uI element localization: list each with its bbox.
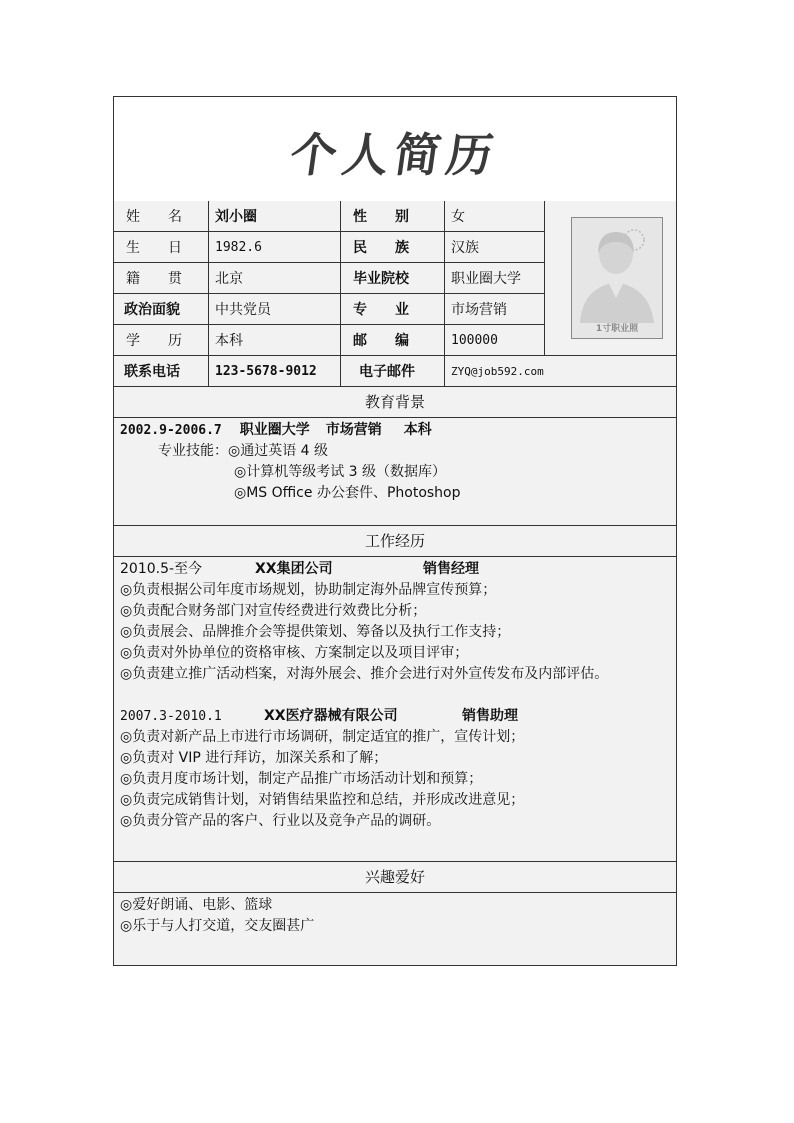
resume-frame [113,96,677,966]
skills-label: 专业技能： [158,443,228,459]
school-label: 毕业院校 [341,263,445,294]
photo-caption: 1寸职业照 [595,324,639,334]
zip-label: 邮 编 [341,325,445,356]
job-duty: ◎负责分管产品的客户、行业以及竞争产品的调研。 [120,813,441,829]
skill-item: ◎计算机等级考试 3 级（数据库） [234,464,447,480]
job-period: 2010.5-至今 [120,561,203,577]
skill-item: ◎MS Office 办公套件、Photoshop [234,485,461,501]
ethnic-value: 汉族 [445,232,545,263]
name-label-text: 姓 名 [126,209,182,225]
job-duty: ◎负责月度市场计划，制定产品推广市场活动计划和预算； [120,771,483,787]
job-duty: ◎负责对新产品上市进行市场调研，制定适宜的推广，宣传计划； [120,729,525,745]
zip-value: 100000 [445,325,545,356]
job-period: 2007.3-2010.1 [120,709,222,724]
job-duty: ◎负责对 VIP 进行拜访，加深关系和了解； [120,750,388,766]
phone-label: 联系电话 [114,356,209,387]
title-banner [114,97,676,202]
job-duty: ◎负责建立推广活动档案，对海外展会、推介会进行对外宣传发布及内部评估。 [120,666,609,682]
ethnic-label: 民 族 [341,232,445,263]
degree-label: 学 历 [114,325,209,356]
job-duty: ◎负责展会、品牌推介会等提供策划、筹备以及执行工作支持； [120,624,511,640]
education-degree: 本科 [403,422,432,438]
photo-cell [545,201,676,356]
job-duty: ◎负责完成销售计划，对销售结果监控和总结，并形成改进意见； [120,792,525,808]
job-duty: ◎负责配合财务部门对宣传经费进行效费比分析； [120,603,427,619]
major-value: 市场营销 [445,294,545,325]
education-period: 2002.9-2006.7 [120,423,222,438]
job-duty: ◎负责对外协单位的资格审核、方案制定以及项目评审； [120,645,469,661]
major-label: 专 业 [341,294,445,325]
education-school: 职业圈大学 [239,422,310,438]
education-section [114,418,676,526]
job-heading [120,706,670,727]
education-summary [120,420,670,441]
birth-label: 生 日 [114,232,209,263]
job-title: 销售助理 [462,708,518,724]
resume-title: 个人简历 [286,128,503,182]
hobby-item: ◎爱好朗诵、电影、篮球 [120,897,273,913]
job-duty: ◎负责根据公司年度市场规划，协助制定海外品牌宣传预算； [120,582,497,598]
degree-value: 本科 [209,325,341,356]
school-value: 职业圈大学 [445,263,545,294]
phone-value: 123-5678-9012 [209,356,341,387]
origin-value: 北京 [209,263,341,294]
job-company: XX医疗器械有限公司 [264,708,398,724]
politics-value: 中共党员 [209,294,341,325]
birth-value: 1982.6 [209,232,341,263]
email-value: ZYQ@job592.com [445,356,676,387]
name-value: 刘小圈 [209,201,341,232]
hobby-item: ◎乐于与人打交道，交友圈甚广 [120,918,315,934]
education-major: 市场营销 [325,422,382,438]
gender-label: 性 别 [341,201,445,232]
origin-label: 籍 贯 [114,263,209,294]
politics-label: 政治面貌 [114,294,209,325]
email-label: 电子邮件 [341,356,445,387]
portrait-placeholder [571,217,663,339]
hobbies-header: 兴趣爱好 [114,862,676,893]
education-header: 教育背景 [114,387,676,418]
person-silhouette-icon [572,218,662,323]
gender-value: 女 [445,201,545,232]
job-title: 销售经理 [423,561,479,577]
skill-item: ◎通过英语 4 级 [228,443,329,459]
job-company: XX集团公司 [255,561,333,577]
job-heading [120,559,670,580]
hobbies-section [114,893,676,965]
name-label [114,201,209,232]
skills-line-1 [120,441,670,462]
work-header: 工作经历 [114,526,676,557]
work-section [114,557,676,862]
